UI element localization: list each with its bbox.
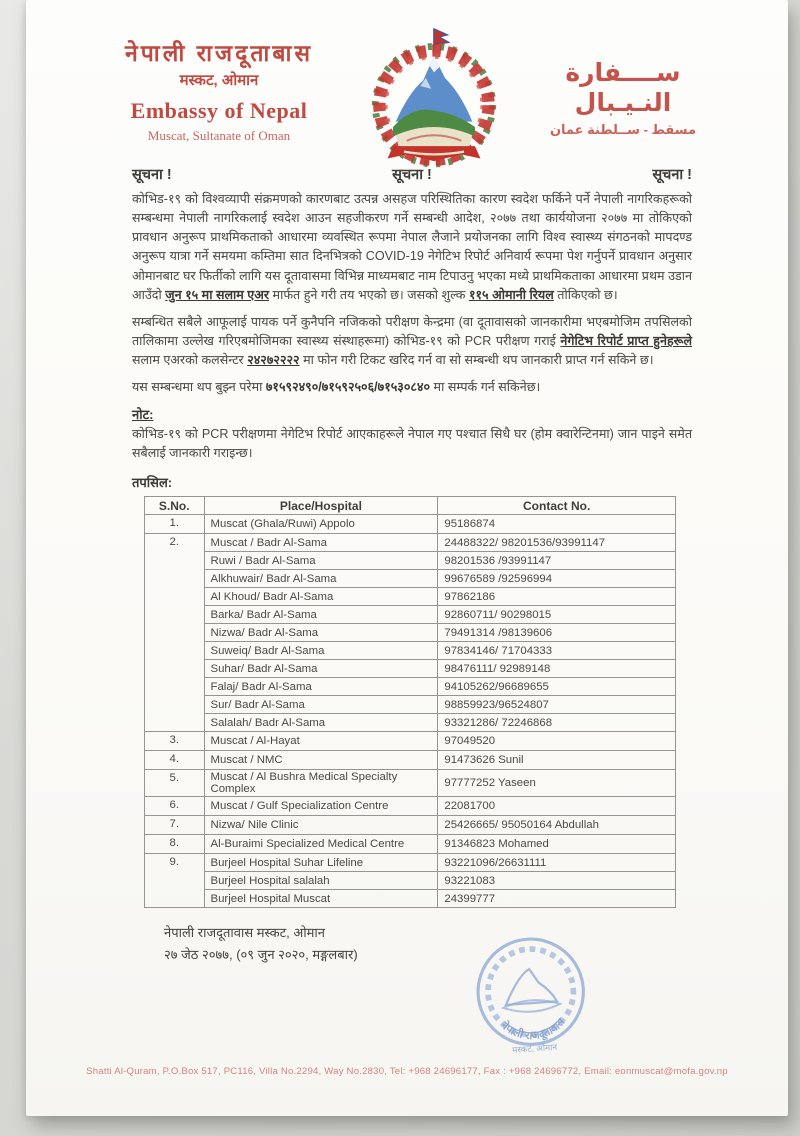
table-row [145,660,676,678]
table-row [145,624,676,642]
table-row [145,751,676,770]
place-cell: Al Khoud/ Badr Al-Sama [204,588,438,606]
notice-heading-2: सूचना ! [392,167,432,183]
serial-cell: 5. [145,770,205,797]
body-text: मा सम्पर्क गर्न सकिनेछ। [430,380,541,395]
stamp-text-city: मस्कट, ओमान [512,1041,558,1055]
embassy-city-nepali: मस्कट, ओमान [179,71,259,89]
place-cell: Muscat (Ghala/Ruwi) Appolo [204,515,438,534]
hospital-contact-table [144,496,676,908]
contact-cell: 91473626 Sunil [438,751,676,770]
table-row [145,872,676,890]
serial-cell: 7. [145,816,205,835]
place-cell: Muscat / Al-Hayat [204,732,438,751]
contact-cell: 99676589 /92596994 [438,570,676,588]
embassy-city-english: Muscat, Sultanate of Oman [147,127,291,143]
emphasized-text: जुन १५ मा सलाम एअर [165,287,270,302]
embassy-seal-stamp [452,927,611,1065]
body-text: कोभिड-१९ को विश्वव्यापी संक्रमणको कारणबाट उत्पन्न असहज परिस्थितिका कारण स्वदेश फर्किने पर्ने नेपाली नागरिकहरूको सम्बन्धमा नेपाली नागरिकलाई स्वदेश आउन सहजीकरण गर्ने सम्बन्धी आदेश, २०७७ तथा कार्ययोजना २०७७ मा तोकिएको प्रावधान अनुरूप प्राथमिकताको आधारमा व्यवस्थित रूपमा नेपाल लैजाने प्रयोजनका लागि विश्व स्वास्थ्य संगठनको मापदण्ड अनुरूप यात्रा गर्ने समयमा कम्तिमा सात दिनभित्रको COVID-19 नेगेटिभ रिपोर्ट अनिवार्य रूपमा पेश गर्नुपर्ने प्रावधान अनुसार ओमानबाट घर फिर्तीको लागि यस दूतावासमा विभिन्न माध्यमबाट नाम टिपाउनु भएका मध्ये प्राथमिकताका आधारमा प्रथम उडान आउँदो [132,192,692,302]
contact-cell: 93221096/26631111 [438,854,676,872]
para-2 [132,313,692,370]
body-text: यस सम्बन्धमा थप बुझ्न परेमा [132,380,266,395]
contact-cell: 94105262/96689655 [438,678,676,696]
emphasized-text: २४२७२२२२ [247,353,300,368]
place-cell: Barka/ Badr Al-Sama [204,606,438,624]
serial-cell: 2. [145,534,205,732]
place-cell: Falaj/ Badr Al-Sama [204,678,438,696]
footer-address: Shatti Al-Quram, P.O.Box 517, PC116, Villa No.2294, Way No.2830, Tel: +968 24696177, Fax : +968 24696772, Email: eonmuscat@mofa.gov.np [86,1066,728,1077]
embassy-name-nepali: नेपाली राजदूताबास [124,40,314,66]
contact-cell: 97049520 [438,732,676,751]
table-row [145,552,676,570]
table-header-row [145,497,676,515]
table-row [145,835,676,854]
para-1 [132,190,692,305]
table-row [145,606,676,624]
col-header-place: Place/Hospital [204,497,438,515]
table-row [145,534,676,552]
contact-cell: 93321286/ 72246868 [438,714,676,732]
body-text: सम्बन्धित सबैले आफूलाई पायक पर्ने कुनैपनि नजिकको परीक्षण केन्द्रमा (वा दूतावासको जानकारीमा भएबमोजिम तपसिलको तालिकामा उल्लेख गरिएबमोजिमका स्वास्थ्य संस्थाहरूमा) कोभिड-१९ को PCR परीक्षण गराई [132,314,692,348]
table-row [145,890,676,908]
place-cell: Salalah/ Badr Al-Sama [204,714,438,732]
embassy-name-english: Embassy of Nepal [130,97,308,123]
note-text: कोभिड-१९ को PCR परीक्षणमा नेगेटिभ रिपोर्ट आएकाहरूले नेपाल गए पश्चात सिधै घर (होम क्वारेन्टिनमा) जान पाइने समेत सबैलाई जानकारी गराइन्छ। [132,427,692,461]
notice-paragraphs [132,190,692,397]
signature-embassy-line: नेपाली राजदूतावास मस्कट, ओमान [164,925,326,941]
contact-cell: 79491314 /98139606 [438,624,676,642]
place-cell: Al-Buraimi Specialized Medical Centre [204,835,438,854]
body-text: तोकिएको छ। [553,287,618,302]
notice-heading-1: सूचना ! [132,167,172,183]
table-row [145,642,676,660]
table-row [145,515,676,534]
serial-cell: 9. [145,854,205,908]
col-header-contact: Contact No. [438,497,676,515]
place-cell: Muscat / Badr Al-Sama [204,534,438,552]
serial-cell: 8. [145,835,205,854]
table-row [145,678,676,696]
table-row [145,570,676,588]
contact-cell: 98859923/96524807 [438,696,676,714]
stamp-text-embassy: नेपाली राजदूतावास [498,1016,568,1043]
table-row [145,696,676,714]
place-cell: Muscat / Al Bushra Medical Specialty Complex [204,770,438,797]
embassy-letterhead-nepali [104,40,334,144]
place-cell: Alkhuwair/ Badr Al-Sama [204,570,438,588]
emphasized-text: ७१५९२४९०/७१५९२५०६/७१५३०८४० [265,380,431,395]
notice-headings-row [132,164,692,184]
serial-cell: 6. [145,797,205,816]
contact-cell: 97834146/ 71704333 [438,642,676,660]
contact-cell: 95186874 [438,515,676,534]
contact-cell: 93221083 [438,872,676,890]
place-cell: Ruwi / Badr Al-Sama [204,552,438,570]
contact-cell: 24488322/ 98201536/93991147 [438,534,676,552]
contact-cell: 22081700 [438,797,676,816]
embassy-letterhead-arabic [518,58,728,138]
body-text: सलाम एअरको कलसेन्टर [132,353,248,368]
place-cell: Sur/ Badr Al-Sama [204,696,438,714]
table-row [145,588,676,606]
place-cell: Suweiq/ Badr Al-Sama [204,642,438,660]
col-header-serial: S.No. [145,497,205,515]
table-row [145,816,676,835]
place-cell: Burjeel Hospital Suhar Lifeline [204,854,438,872]
serial-cell: 1. [145,515,205,534]
place-cell: Nizwa/ Nile Clinic [204,816,438,835]
place-cell: Burjeel Hospital Muscat [204,890,438,908]
serial-cell: 4. [145,751,205,770]
embassy-city-arabic: مسقط - ســلطنة عمان [549,122,697,137]
para-3 [132,378,692,397]
place-cell: Suhar/ Badr Al-Sama [204,660,438,678]
body-text: मा फोन गरी टिकट खरिद गर्न वा सो सम्बन्धी थप जानकारी प्राप्त गर्न सकिने छ। [299,353,654,368]
contact-cell: 92860711/ 90298015 [438,606,676,624]
document-page [26,0,788,1116]
note-label: नोट: [132,407,154,423]
serial-cell: 3. [145,732,205,751]
notice-body [132,164,692,966]
table-row [145,770,676,797]
body-text: मार्फत हुने गरी तय भएको छ। जसको शुल्क [269,287,469,302]
notice-heading-3: सूचना ! [652,167,692,183]
place-cell: Muscat / NMC [204,751,438,770]
tapasil-label: तपसिल: [132,475,173,491]
contact-cell: 91346823 Mohamed [438,835,676,854]
hospital-table-body [145,515,676,908]
emphasized-text: नेगेटिभ रिपोर्ट प्राप्त हुनेहरूले [560,333,692,348]
signature-date-line: २७ जेठ २०७७, (०९ जुन २०२०, मङ्गलबार) [164,947,358,963]
table-row [145,732,676,751]
contact-cell: 97777252 Yaseen [438,770,676,797]
contact-cell: 24399777 [438,890,676,908]
contact-cell: 97862186 [438,588,676,606]
emphasized-text: ११५ ओमानी रियल [468,287,554,302]
place-cell: Muscat / Gulf Specialization Centre [204,797,438,816]
contact-cell: 25426665/ 95050164 Abdullah [438,816,676,835]
contact-cell: 98476111/ 92989148 [438,660,676,678]
nepal-emblem-logo [364,26,504,168]
table-row [145,714,676,732]
table-row [145,797,676,816]
place-cell: Burjeel Hospital salalah [204,872,438,890]
embassy-name-arabic: ســــفارة النـيـبال [565,59,681,117]
contact-cell: 98201536 /93991147 [438,552,676,570]
table-row [145,854,676,872]
signature-block [164,922,692,966]
place-cell: Nizwa/ Badr Al-Sama [204,624,438,642]
